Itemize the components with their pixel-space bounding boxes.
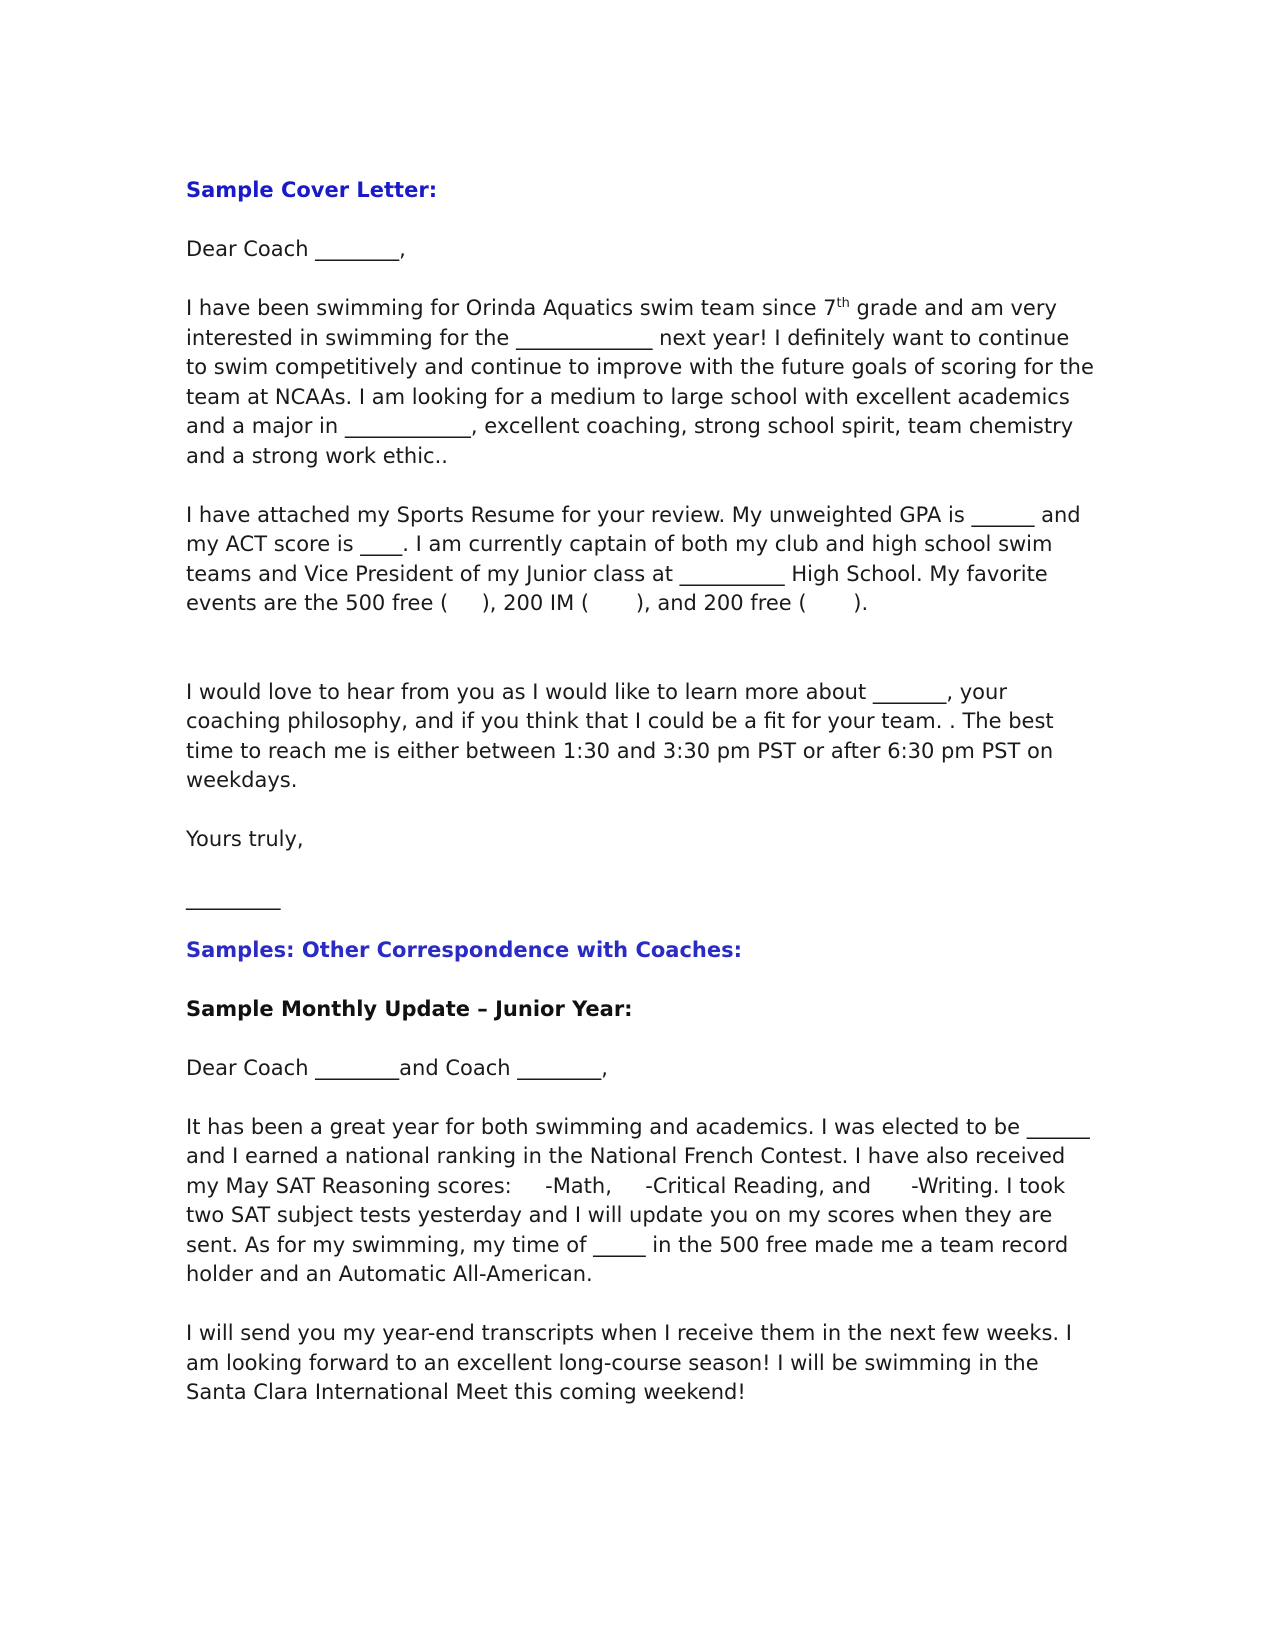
cover-closing: Yours truly, xyxy=(186,827,304,851)
spacer xyxy=(186,648,1096,678)
update-salutation: Dear Coach ________and Coach ________, xyxy=(186,1055,608,1080)
cover-salutation: Dear Coach ________, xyxy=(186,237,406,261)
cover-p1-text-end: grade and am very interested in swimming for the _____________ next year! I definitely want to continue to swim competitively and continue to improve with the future goals of scoring for the team at NCAAs. I am looking for a medium to large school with excellent academics and a major in ____________, excellent coaching, strong school spirit, team chemistry and a strong work ethic.. xyxy=(186,296,1094,468)
update-paragraph-1: It has been a great year for both swimming and academics. I was elected to be ______ and I earned a national ranking in the National French Contest. I have also received my May SAT Reasoning scores: -Math, -Critical Reading, and -Writing. I took two SAT subject tests yesterday and I will update you on my scores when they are sent. As for my swimming, my time of _____ in the 500 free made me a team record holder and an Automatic All-American. xyxy=(186,1114,1097,1286)
cover-p1-text-start: I have been swimming for Orinda Aquatics swim team since 7 xyxy=(186,296,837,320)
cover-paragraph-1 xyxy=(186,294,1096,471)
letter-content xyxy=(186,176,1096,1437)
signature-line: _________ xyxy=(186,886,281,910)
update-paragraph-2: I will send you my year-end transcripts when I receive them in the next few weeks. I am looking forward to an excellent long-course season! I will be swimming in the Santa Clara International Meet this coming weekend! xyxy=(186,1321,1072,1404)
cover-paragraph-2: I have attached my Sports Resume for your review. My unweighted GPA is ______ and my ACT score is ____. I am currently captain of both my club and high school swim teams and Vice President of my Junior class at __________ High School. My favorite events are the 500 free ( ), 200 IM ( ), and 200 free ( ). xyxy=(186,502,1088,615)
cover-letter-heading: Sample Cover Letter: xyxy=(186,178,438,202)
monthly-update-subheading: Sample Monthly Update – Junior Year: xyxy=(186,996,633,1021)
other-correspondence-heading: Samples: Other Correspondence with Coaches: xyxy=(186,937,742,962)
cover-p1-superscript: th xyxy=(836,296,850,311)
cover-paragraph-3: I would love to hear from you as I would like to learn more about _______, your coaching philosophy, and if you think that I could be a fit for your team. . The best time to reach me is either between 1:30 and 3:30 pm PST or after 6:30 pm PST on weekdays. xyxy=(186,679,1054,792)
